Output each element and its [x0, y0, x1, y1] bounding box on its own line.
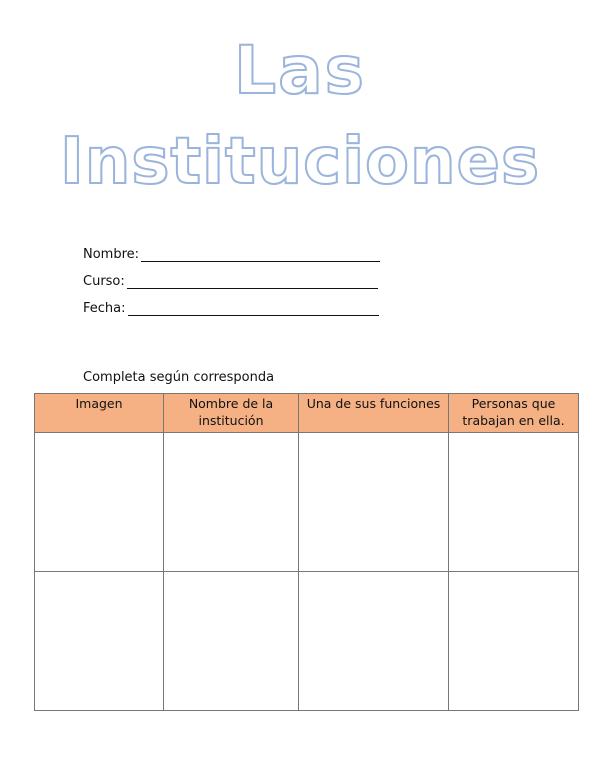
table-cell-image[interactable] [35, 572, 164, 711]
date-label: Fecha: [83, 301, 126, 316]
column-header-people: Personas que trabajan en ella. [449, 394, 579, 433]
course-row [83, 262, 380, 289]
table-cell-institution-name[interactable] [164, 572, 299, 711]
table-header-row [35, 394, 579, 433]
date-field[interactable] [128, 301, 379, 316]
name-label: Nombre: [83, 247, 140, 262]
name-row [83, 235, 380, 262]
table-cell-image[interactable] [35, 433, 164, 572]
table-cell-institution-name[interactable] [164, 433, 299, 572]
table-row [35, 572, 579, 711]
table-row [35, 433, 579, 572]
title-line-2: Instituciones [59, 125, 541, 199]
title-line-1: Las [234, 32, 366, 109]
table-cell-people[interactable] [449, 433, 579, 572]
institutions-table [34, 393, 579, 711]
table-cell-function[interactable] [299, 433, 449, 572]
column-header-image: Imagen [35, 394, 164, 433]
course-field[interactable] [127, 274, 378, 289]
table-cell-people[interactable] [449, 572, 579, 711]
date-row [83, 289, 380, 316]
table-cell-function[interactable] [299, 572, 449, 711]
student-info-form [83, 235, 380, 316]
name-field[interactable] [141, 247, 380, 262]
course-label: Curso: [83, 274, 125, 289]
column-header-institution-name: Nombre de la institución [164, 394, 299, 433]
column-header-function: Una de sus funciones [299, 394, 449, 433]
instructions-text: Completa según corresponda [83, 370, 275, 385]
